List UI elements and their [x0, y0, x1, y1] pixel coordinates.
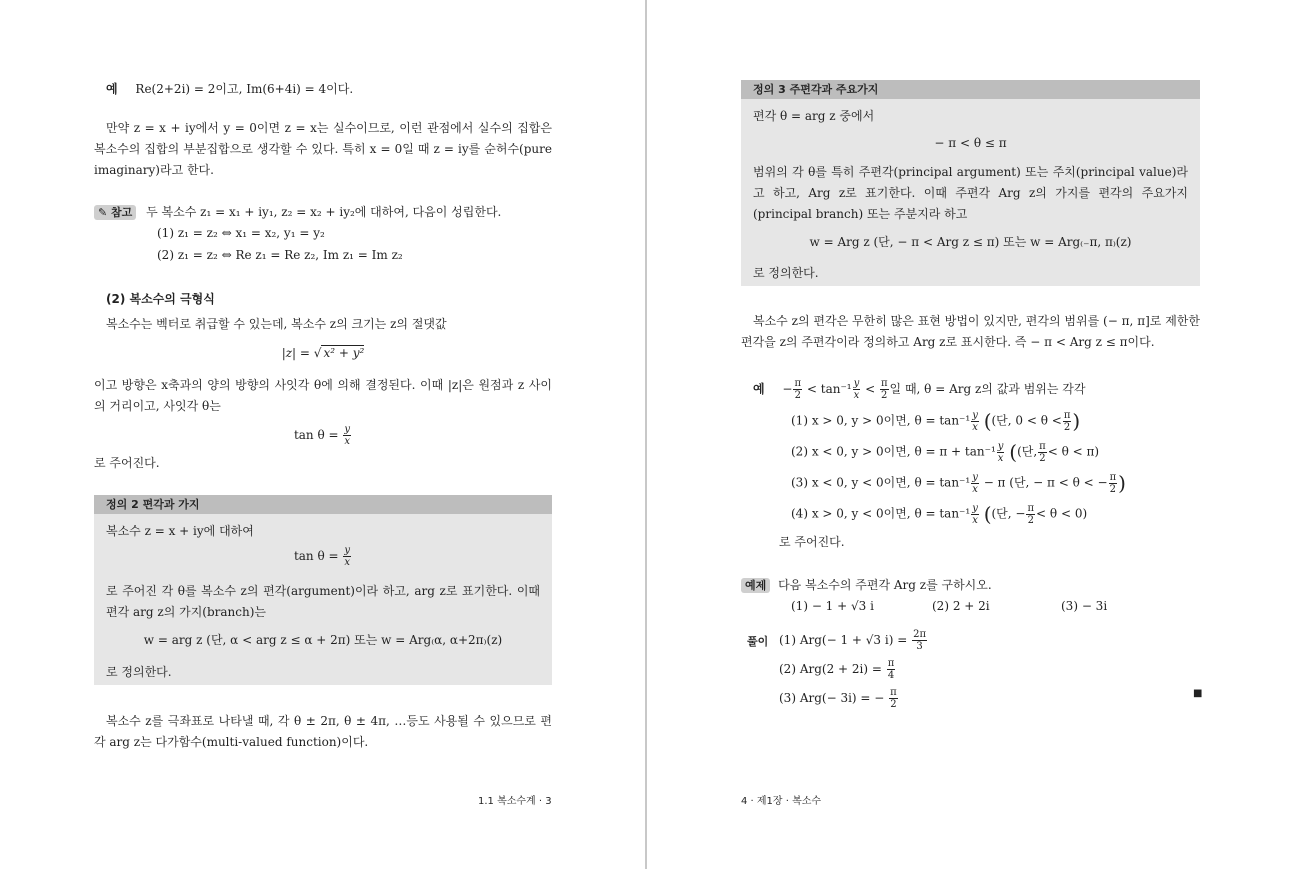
- equation-tan: [94, 424, 552, 447]
- case-2: [791, 440, 1099, 464]
- frac-num: 2π: [913, 629, 927, 640]
- frac-pi-over-2: [1026, 503, 1035, 526]
- example-1: [106, 80, 353, 97]
- exercise-item-2: (2) 2 + 2i: [932, 599, 990, 613]
- right-page: [647, 0, 1293, 869]
- end-mark: ■: [1193, 688, 1203, 699]
- case-1-text: (1) x > 0, y > 0이면, θ = tan⁻¹: [791, 413, 971, 428]
- frac-pi-over-2: [793, 378, 802, 401]
- paren-open: (: [983, 502, 992, 526]
- eq-abs-radicand: x² + y²: [323, 346, 365, 360]
- note-block: [94, 203, 501, 220]
- paragraph-direction: 이고 방향은 x축과의 양의 방향의 사잇각 θ에 의해 결정된다. 이때 |z|은 원점과 z 사이의 거리이고, 사잇각 θ는: [94, 378, 552, 413]
- frac-y-over-x: [971, 410, 979, 433]
- frac-den: 2: [1027, 514, 1034, 526]
- ex-intro-lt: <: [861, 382, 879, 396]
- solution-3-text: (3) Arg(− 3i) = −: [779, 691, 885, 705]
- frac-y-over-x: [971, 503, 979, 526]
- frac-num: π: [1039, 440, 1046, 452]
- case-3-text: (3) x < 0, y < 0이면, θ = tan⁻¹: [791, 475, 971, 490]
- frac-den: 2: [890, 699, 897, 710]
- solution-3-frac: [889, 687, 898, 710]
- solution-label-text: 풀이: [747, 635, 769, 648]
- def2-equation-branch: w = arg z (단, α < arg z ≤ α + 2π) 또는 w = Arg₍α, α+2π₎(z): [143, 633, 503, 647]
- ex-intro-tail: 일 때, θ = Arg z의 값과 범위는 각각: [889, 382, 1086, 396]
- frac-num: y: [972, 409, 978, 421]
- def3-line-1: 편각 θ = arg z 중에서: [753, 109, 875, 123]
- eq-tan-num: y: [344, 424, 351, 435]
- frac-den: 2: [1109, 483, 1117, 495]
- paren-open: (: [1009, 440, 1018, 464]
- case-1: [791, 409, 1080, 433]
- frac-num: y: [972, 471, 978, 483]
- paragraph-abs-value: 복소수는 벡터로 취급할 수 있는데, 복소수 z의 크기는 z의 절댓값: [106, 317, 447, 331]
- solution-3: [779, 687, 899, 710]
- frac-den: 2: [881, 390, 888, 401]
- frac-den: 2: [794, 390, 801, 401]
- section-title: (2) 복소수의 극형식: [106, 292, 215, 306]
- def2-line-1: 복소수 z = x + iy에 대하여: [106, 524, 254, 538]
- eq-abs-left: |z| =: [281, 346, 314, 360]
- case-4-text: (4) x > 0, y < 0이면, θ = tan⁻¹: [791, 506, 971, 521]
- paren-close: ): [1118, 471, 1126, 495]
- ex-intro-minus: −: [782, 382, 793, 396]
- paragraph-principal-arg: 복소수 z의 편각은 무한히 많은 표현 방법이 있지만, 편각의 범위를 (− π, π]로 제한한 편각을 z의 주편각이라 정의하고 Arg z로 표시한다. 즉 − π < Arg z ≤ π이다.: [741, 314, 1200, 349]
- eq-tan-den: x: [344, 436, 351, 447]
- case-4: [791, 502, 1087, 526]
- frac-den: x: [972, 421, 978, 433]
- solution-label: [747, 633, 768, 649]
- frac-den: x: [972, 483, 978, 495]
- def2-eq-frac: [343, 545, 351, 568]
- frac-num: y: [853, 378, 860, 389]
- exercise-label: 예제: [741, 578, 770, 593]
- frac-num: π: [890, 687, 897, 698]
- def3-equation-range: − π < θ ≤ π: [934, 136, 1007, 150]
- exercise-block: [741, 576, 992, 593]
- solution-2-frac: [887, 658, 896, 681]
- definition-2-box: [94, 495, 552, 685]
- exercise-item-3: (3) − 3i: [1061, 599, 1108, 613]
- exercise-item-1: (1) − 1 + √3 i: [791, 599, 874, 613]
- frac-num: y: [997, 440, 1004, 452]
- frac-den: x: [853, 390, 860, 401]
- def2-eq-num: y: [344, 545, 351, 556]
- example-2-label: 예: [753, 382, 765, 396]
- solution-1-frac: [912, 629, 927, 652]
- case-2-range: (단,: [1017, 444, 1038, 459]
- frac-y-over-x: [853, 378, 861, 401]
- definition-3-box: [741, 80, 1200, 286]
- frac-num: π: [1063, 409, 1071, 421]
- frac-pi-over-2: [880, 378, 889, 401]
- ex-intro-arctan: < tan⁻¹: [803, 382, 852, 396]
- def3-line-3: 로 정의한다.: [753, 266, 819, 280]
- solution-1: [779, 629, 928, 652]
- note-text: 두 복소수 z₁ = x₁ + iy₁, z₂ = x₂ + iy₂에 대하여, 다음이 성립한다.: [146, 205, 502, 219]
- equation-abs: [94, 346, 552, 360]
- solution-1-text: (1) Arg(− 1 + √3 i) =: [779, 633, 908, 647]
- def2-line-3: 로 정의한다.: [106, 665, 172, 679]
- solution-2-text: (2) Arg(2 + 2i) =: [779, 662, 882, 676]
- frac-num: y: [972, 502, 978, 514]
- eq-tan-left: tan θ =: [293, 428, 343, 442]
- case-4-range-end: < θ < 0): [1036, 506, 1088, 521]
- frac-den: x: [997, 452, 1004, 464]
- frac-pi-over-2: [1063, 410, 1072, 433]
- case-3: [791, 471, 1126, 495]
- frac-den: x: [972, 514, 978, 526]
- sqrt-sign: √: [313, 346, 322, 360]
- definition-3-title: 정의 3 주편각과 주요가지: [741, 80, 1200, 99]
- def3-line-2: 범위의 각 θ를 특히 주편각(principal argument) 또는 주치(principal value)라고 하고, Arg z로 표기한다. 이때 주편각 Arg z의 가지를 편각의 주요가지(principal branch) 또는 주분지라 하고: [753, 165, 1188, 221]
- note-item-2: (2) z₁ = z₂ ⇔ Re z₁ = Re z₂, Im z₁ = Im z₂: [157, 248, 403, 262]
- case-2-text: (2) x < 0, y > 0이면, θ = π + tan⁻¹: [791, 444, 996, 459]
- exercise-text: 다음 복소수의 주편각 Arg z를 구하시오.: [778, 578, 992, 592]
- case-4-range: (단, −: [991, 506, 1026, 521]
- def3-equation-branch: w = Arg z (단, − π < Arg z ≤ π) 또는 w = Arg₍₋π, π₎(z): [809, 235, 1132, 249]
- solution-2: [779, 658, 896, 681]
- paragraph-multivalued: 복소수 z를 극좌표로 나타낼 때, 각 θ ± 2π, θ ± 4π, …등도 사용될 수 있으므로 편각 arg z는 다가함수(multi-valued function)이다.: [94, 714, 552, 749]
- frac-num: π: [887, 658, 895, 669]
- paragraph-given: 로 주어진다.: [94, 456, 160, 470]
- frac-y-over-x: [997, 441, 1005, 464]
- definition-2-title: 정의 2 편각과 가지: [94, 495, 552, 514]
- def2-equation-tan: [94, 545, 552, 568]
- example-text: Re(2+2i) = 2이고, Im(6+4i) = 4이다.: [135, 82, 354, 96]
- case-3-range: − π (단, − π < θ < −: [983, 475, 1108, 490]
- case-2-range-end: < θ < π): [1047, 444, 1100, 459]
- def2-eq-left: tan θ =: [293, 549, 343, 563]
- def2-eq-den: x: [344, 557, 351, 568]
- frac-num: π: [794, 378, 802, 389]
- paragraph-pure-imaginary: 만약 z = x + iy에서 y = 0이면 z = x는 실수이므로, 이런 관점에서 실수의 집합은 복소수의 집합의 부분집합으로 생각할 수 있다. 특히 x = 0일 때 z = iy를 순허수(pure imaginary)라고 한다.: [94, 121, 552, 177]
- paren-close: ): [1072, 409, 1081, 433]
- paren-open: (: [983, 409, 992, 433]
- example-2-intro: [753, 378, 1085, 401]
- frac-den: 2: [1039, 452, 1046, 464]
- note-label: ✎ 참고: [94, 205, 136, 220]
- case-1-range: (단, 0 < θ <: [991, 413, 1062, 428]
- note-item-1: (1) z₁ = z₂ ⇔ x₁ = x₂, y₁ = y₂: [157, 226, 325, 240]
- frac-den: 2: [1063, 421, 1071, 433]
- frac-num: π: [1109, 471, 1117, 483]
- frac-y-over-x: [971, 472, 979, 495]
- frac-den: 4: [887, 670, 895, 681]
- right-footer: 4 · 제1장 · 복소수: [741, 796, 822, 807]
- frac-num: π: [880, 378, 888, 389]
- left-footer: 1.1 복소수계 · 3: [478, 796, 552, 807]
- frac-pi-over-2: [1109, 472, 1118, 495]
- frac-num: π: [1027, 502, 1035, 514]
- example-2-end: 로 주어진다.: [779, 535, 845, 549]
- frac-pi-over-2: [1038, 441, 1047, 464]
- frac-den: 3: [916, 641, 923, 652]
- eq-tan-frac: [343, 424, 351, 447]
- example-label: 예: [106, 82, 118, 96]
- def2-line-2: 로 주어진 각 θ를 복소수 z의 편각(argument)이라 하고, arg z로 표기한다. 이때 편각 arg z의 가지(branch)는: [106, 584, 540, 619]
- left-page: [0, 0, 646, 869]
